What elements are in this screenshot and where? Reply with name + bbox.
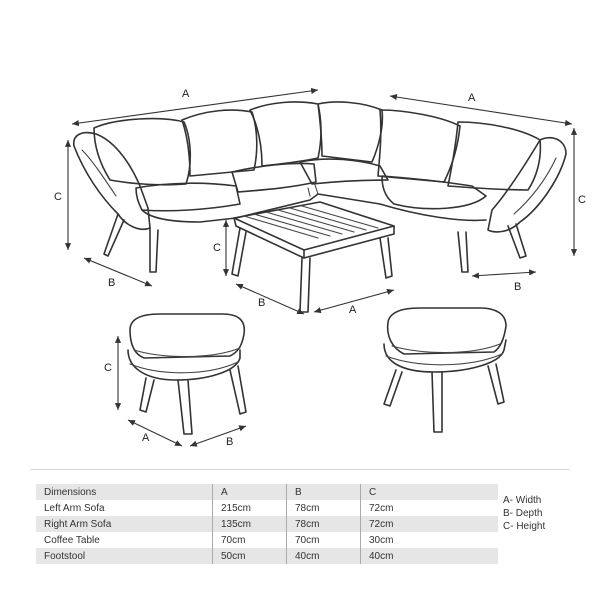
legend-depth: B- Depth: [503, 508, 543, 519]
legend-width: A- Width: [503, 495, 542, 506]
dimension-legend: [503, 494, 545, 533]
table-cell: 40cm: [361, 548, 499, 564]
sofa-left-width-label: A: [182, 88, 190, 100]
table-cell: Left Arm Sofa: [36, 500, 213, 516]
table-row: [36, 516, 498, 532]
table-depth-label: B: [258, 297, 266, 309]
table-cell: 70cm: [213, 532, 287, 548]
footstool-left-illustration: [128, 314, 246, 434]
table-cell: 78cm: [287, 516, 361, 532]
table-cell: 215cm: [213, 500, 287, 516]
table-row: [36, 548, 498, 564]
sofa-left-height-label: C: [54, 191, 62, 203]
table-cell: Right Arm Sofa: [36, 516, 213, 532]
sofa-right-height-label: C: [578, 194, 586, 206]
table-cell: 78cm: [287, 500, 361, 516]
table-header-cell: Dimensions: [36, 484, 213, 500]
table-row: [36, 532, 498, 548]
table-header-cell: A: [213, 484, 287, 500]
footstool-right-illustration: [384, 308, 506, 432]
footstool-width-label: A: [142, 432, 150, 444]
footstool-depth-label: B: [226, 436, 234, 448]
table-height-label: C: [213, 242, 221, 254]
legend-height: C- Height: [503, 521, 546, 532]
table-width-label: A: [349, 304, 357, 316]
table-cell: 70cm: [287, 532, 361, 548]
coffee-table-illustration: [232, 202, 394, 312]
table-row: [36, 500, 498, 516]
table-cell: Footstool: [36, 548, 213, 564]
table-header-cell: B: [287, 484, 361, 500]
table-cell: 50cm: [213, 548, 287, 564]
table-cell: 40cm: [287, 548, 361, 564]
table-cell: 72cm: [361, 516, 499, 532]
sofa-right-depth-label: B: [514, 281, 522, 293]
table-cell: 72cm: [361, 500, 499, 516]
sofa-left-depth-label: B: [108, 277, 116, 289]
sofa-right-width-label: A: [468, 92, 476, 104]
table-header-row: [36, 484, 498, 500]
footstool-height-label: C: [104, 362, 112, 374]
dimensions-table: [36, 484, 498, 564]
table-header-cell: C: [361, 484, 499, 500]
table-cell: Coffee Table: [36, 532, 213, 548]
table-cell: 135cm: [213, 516, 287, 532]
table-cell: 30cm: [361, 532, 499, 548]
